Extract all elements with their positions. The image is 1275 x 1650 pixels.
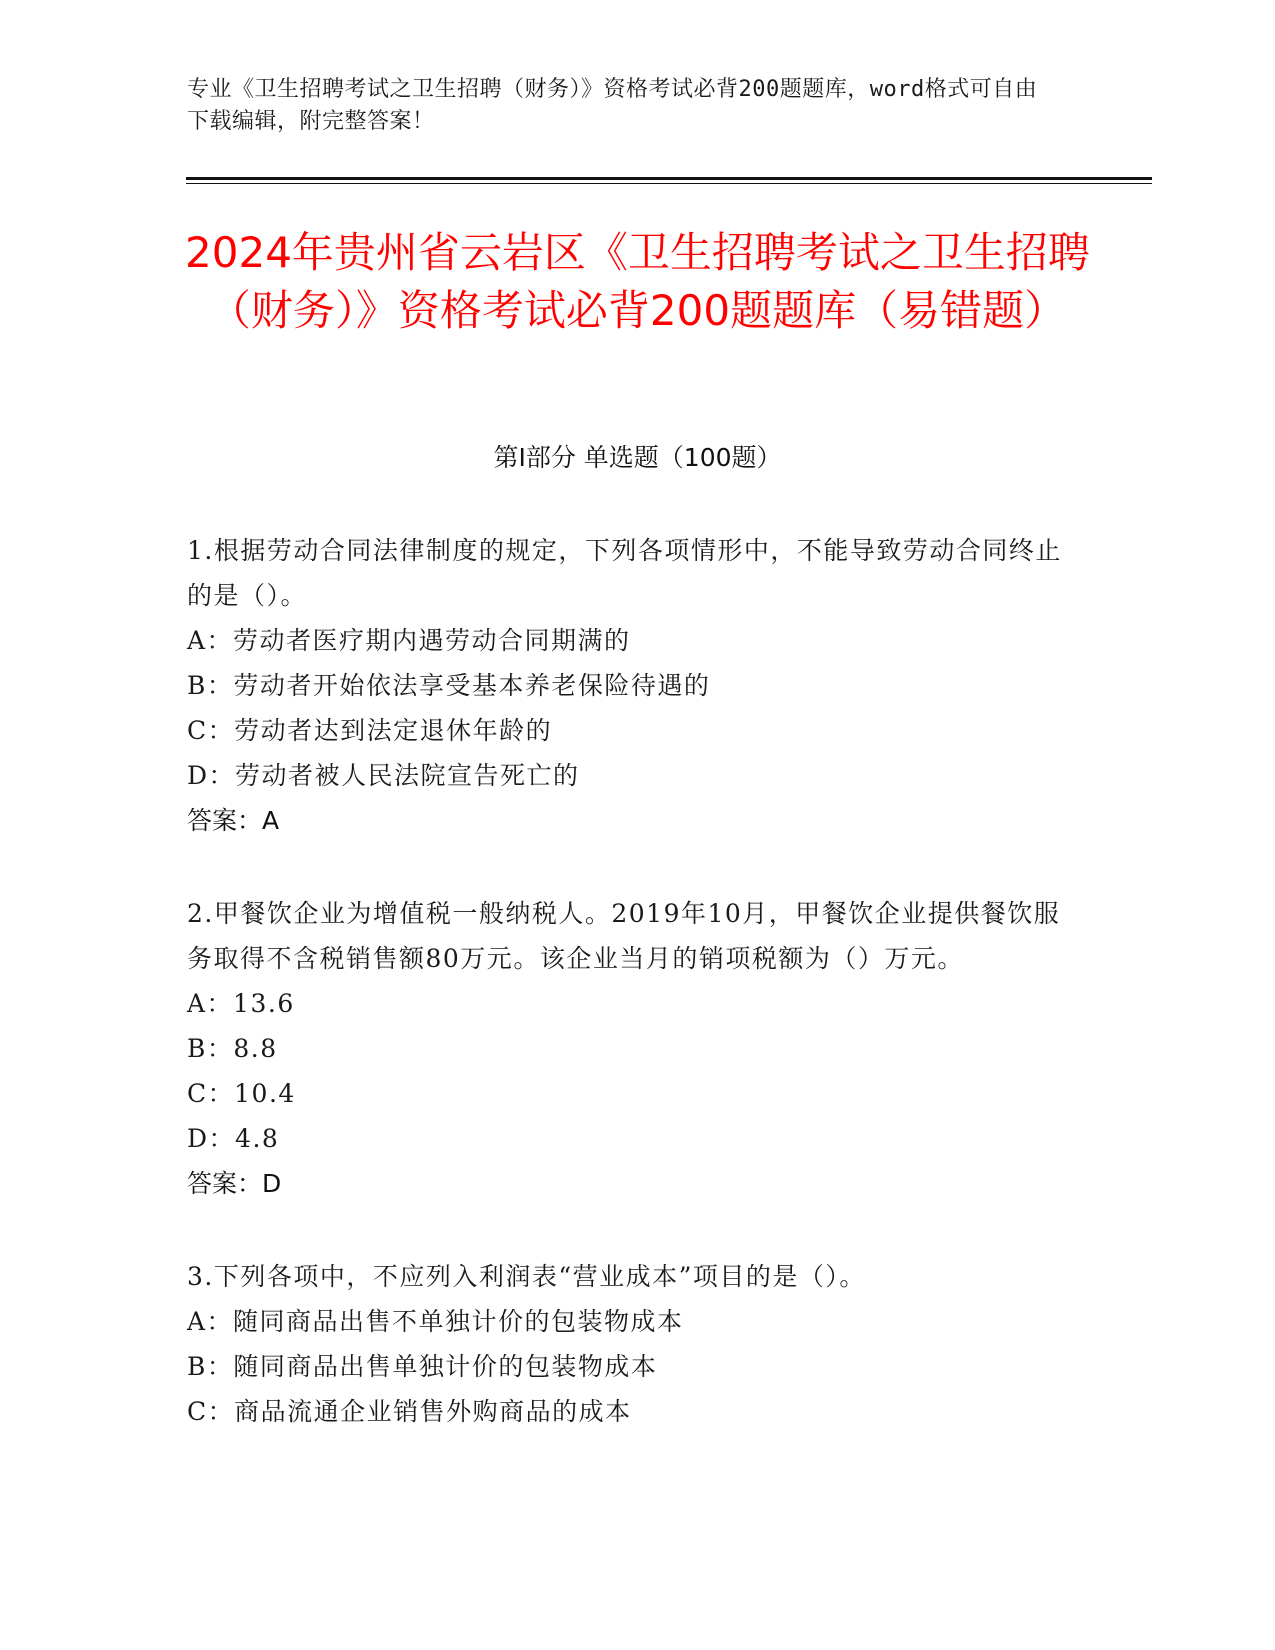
question-stem: 3.下列各项中，不应列入利润表“营业成本”项目的是（）。 (187, 1262, 866, 1291)
option-a: A：13.6 (187, 989, 295, 1018)
header-divider-thin (186, 183, 1152, 184)
option-a: A：随同商品出售不单独计价的包装物成本 (187, 1307, 684, 1336)
option-b: B：8.8 (187, 1034, 278, 1063)
option-b: B：随同商品出售单独计价的包装物成本 (187, 1352, 658, 1381)
option-b: B：劳动者开始依法享受基本养老保险待遇的 (187, 671, 711, 700)
option-d: D：4.8 (187, 1124, 280, 1153)
header-divider-thick (186, 177, 1152, 180)
answer-label: 答案：A (187, 806, 280, 835)
option-c: C：商品流通企业销售外购商品的成本 (187, 1397, 632, 1426)
question-stem: 2.甲餐饮企业为增值税一般纳税人。2019年10月，甲餐饮企业提供餐饮服务取得不含税销售额80万元。该企业当月的销项税额为（）万元。 (187, 899, 1061, 973)
answer-label: 答案：D (187, 1169, 282, 1198)
header-note: 专业《卫生招聘考试之卫生招聘（财务）》资格考试必背200题题库，word格式可自由下载编辑，附完整答案！ (187, 77, 1038, 134)
question-item (187, 1254, 1077, 1434)
question-list (187, 528, 1077, 1482)
option-c: C：10.4 (187, 1079, 296, 1108)
option-a: A：劳动者医疗期内遇劳动合同期满的 (187, 626, 631, 655)
section-heading: 第I部分 单选题（100题） (493, 443, 782, 472)
document-title: 2024年贵州省云岩区《卫生招聘考试之卫生招聘（财务）》资格考试必背200题题库（易错题） (185, 228, 1090, 335)
question-item (187, 891, 1077, 1206)
question-stem: 1.根据劳动合同法律制度的规定，下列各项情形中，不能导致劳动合同终止的是（）。 (187, 536, 1062, 610)
question-item (187, 528, 1077, 843)
option-c: C：劳动者达到法定退休年龄的 (187, 716, 553, 745)
option-d: D：劳动者被人民法院宣告死亡的 (187, 761, 580, 790)
